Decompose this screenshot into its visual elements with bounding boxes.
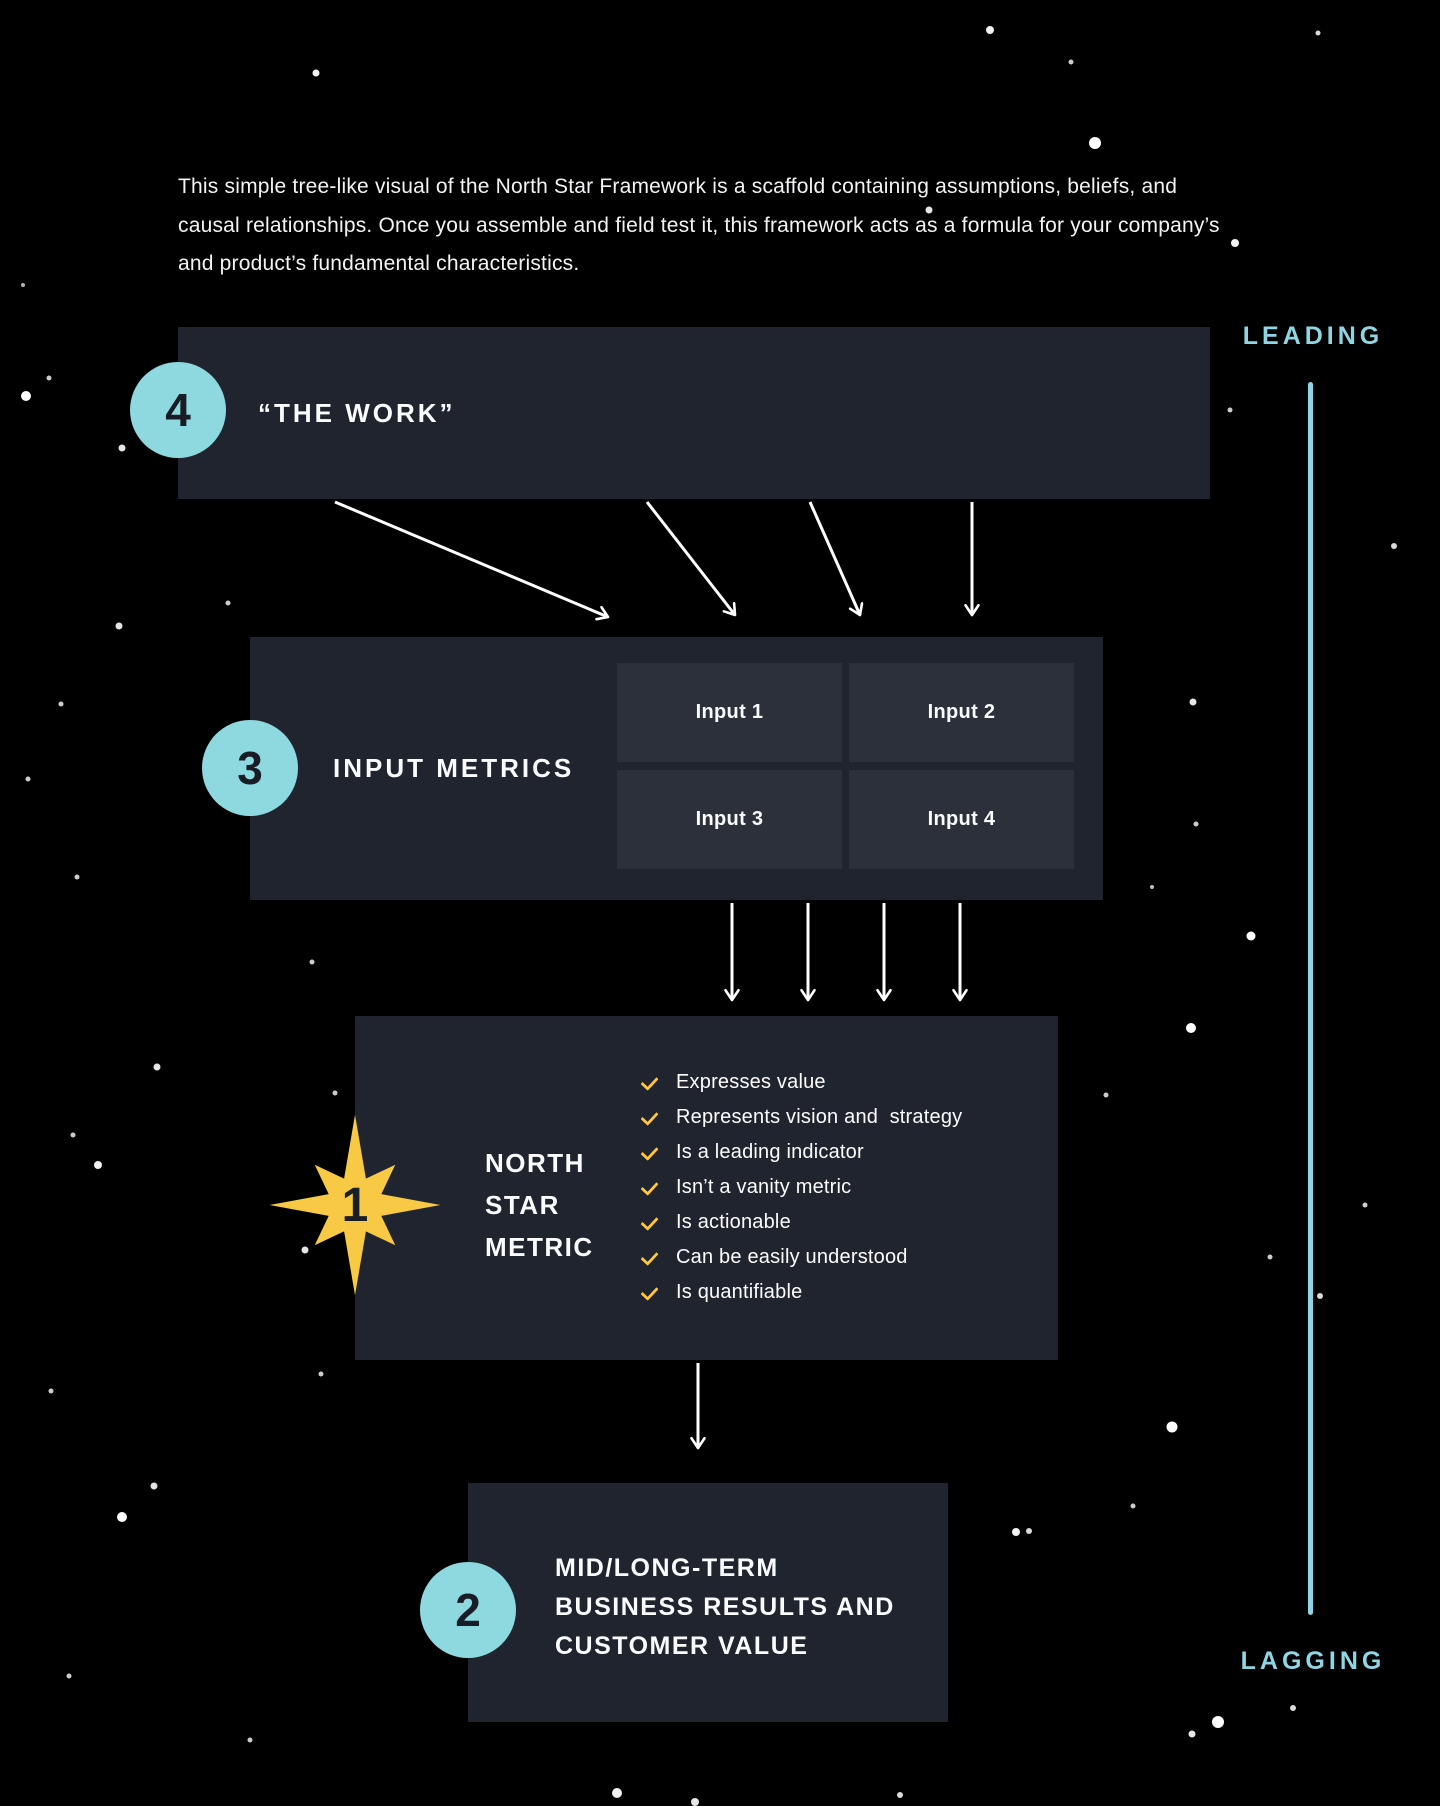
intro-paragraph: This simple tree-like visual of the North Star Framework is a scaffold containing assumptions, beliefs, and causal relationships. Once you assemble and field test it, this framework acts as a formula for your company’s and product’s fundamental characteristics.: [178, 175, 1220, 275]
input-2-tile: Input 2: [849, 663, 1074, 762]
star-dot: [1150, 885, 1154, 889]
star-dot: [1391, 543, 1397, 549]
check-icon: [640, 1177, 658, 1196]
step-4-number: 4: [165, 384, 191, 436]
star-dot: [117, 1512, 127, 1522]
check-icon: [640, 1212, 658, 1231]
step-3-badge: [202, 720, 298, 816]
input-1-tile: Input 1: [617, 663, 842, 762]
input-metrics-title: INPUT METRICS: [333, 753, 575, 783]
star-dot: [151, 1483, 158, 1490]
star-dot: [1186, 1023, 1196, 1033]
checklist-item: Represents vision and strategy: [643, 1100, 962, 1135]
star-dot: [47, 376, 52, 381]
star-dot: [1131, 1504, 1136, 1509]
star-dot: [1268, 1255, 1273, 1260]
checklist-item: Is quantifiable: [643, 1275, 962, 1310]
star-dot: [21, 283, 25, 287]
checklist-item: Is a leading indicator: [643, 1135, 962, 1170]
star-dot: [248, 1738, 253, 1743]
step-2-badge: [420, 1562, 516, 1658]
check-icon: [640, 1282, 658, 1301]
star-dot: [691, 1798, 699, 1806]
star-dot: [21, 391, 31, 401]
the-work-box: [165, 327, 1210, 499]
the-work-title: “THE WORK”: [258, 397, 456, 428]
step-4-badge: [130, 362, 226, 458]
north-star-box: [341, 1016, 1058, 1360]
star-dot: [1363, 1203, 1368, 1208]
star-badge: [260, 1105, 450, 1305]
leading-lagging-line: [1308, 382, 1313, 1615]
star-dot: [1247, 932, 1256, 941]
star-dot: [1012, 1528, 1020, 1536]
results-box: [455, 1483, 948, 1722]
results-title: [555, 1549, 895, 1666]
results-title-line: BUSINESS RESULTS AND: [555, 1593, 895, 1621]
star-dot: [67, 1674, 72, 1679]
star-dot: [71, 1133, 76, 1138]
star-dot: [1212, 1716, 1224, 1728]
star-dot: [1026, 1528, 1032, 1534]
checklist-item: Is actionable: [643, 1205, 962, 1240]
star-dot: [612, 1788, 622, 1798]
star-dot: [313, 70, 320, 77]
north-star-checklist: [643, 1065, 962, 1310]
star-dot: [1290, 1705, 1296, 1711]
star-dot: [1089, 137, 1101, 149]
star-dot: [26, 777, 31, 782]
star-dot: [1190, 699, 1197, 706]
star-dot: [1069, 60, 1074, 65]
star-dot: [226, 601, 231, 606]
north-star-title-line: NORTH: [485, 1148, 585, 1178]
star-dot: [94, 1161, 102, 1169]
check-icon: [640, 1247, 658, 1266]
star-dot: [897, 1792, 903, 1798]
star-dot: [1317, 1293, 1323, 1299]
star-dot: [319, 1372, 324, 1377]
lagging-label: LAGGING: [1240, 1647, 1386, 1675]
star-dot: [1189, 1731, 1196, 1738]
star-dot: [310, 960, 315, 965]
star-dot: [1167, 1422, 1178, 1433]
input-metrics-box: [237, 637, 1103, 900]
star-dot: [154, 1064, 161, 1071]
star-dot: [1316, 31, 1321, 36]
star-dot: [1194, 822, 1199, 827]
results-title-line: MID/LONG-TERM: [555, 1554, 779, 1582]
results-title-line: CUSTOMER VALUE: [555, 1632, 809, 1660]
step-3-number: 3: [237, 742, 263, 794]
star-dot: [1228, 408, 1233, 413]
check-icon: [640, 1107, 658, 1126]
checklist-item: Expresses value: [643, 1065, 962, 1100]
star-dot: [75, 875, 80, 880]
checklist-item: Isn’t a vanity metric: [643, 1170, 962, 1205]
north-star-title-line: STAR: [485, 1190, 560, 1220]
input-4-tile: Input 4: [849, 770, 1074, 869]
check-icon: [640, 1072, 658, 1091]
star-dot: [49, 1389, 54, 1394]
checklist-item: Can be easily understood: [643, 1240, 962, 1275]
input-3-tile: Input 3: [617, 770, 842, 869]
north-star-title-line: METRIC: [485, 1232, 594, 1262]
north-star-title: [485, 1142, 594, 1268]
check-icon: [640, 1142, 658, 1161]
star-dot: [1104, 1093, 1109, 1098]
step-1-number: 1: [341, 1178, 369, 1232]
star-dot: [59, 702, 64, 707]
step-2-number: 2: [455, 1584, 481, 1636]
star-dot: [119, 445, 126, 452]
star-dot: [333, 1091, 338, 1096]
star-dot: [116, 623, 123, 630]
input-tiles: [617, 663, 1074, 869]
leading-label: LEADING: [1242, 322, 1384, 350]
star-dot: [986, 26, 994, 34]
